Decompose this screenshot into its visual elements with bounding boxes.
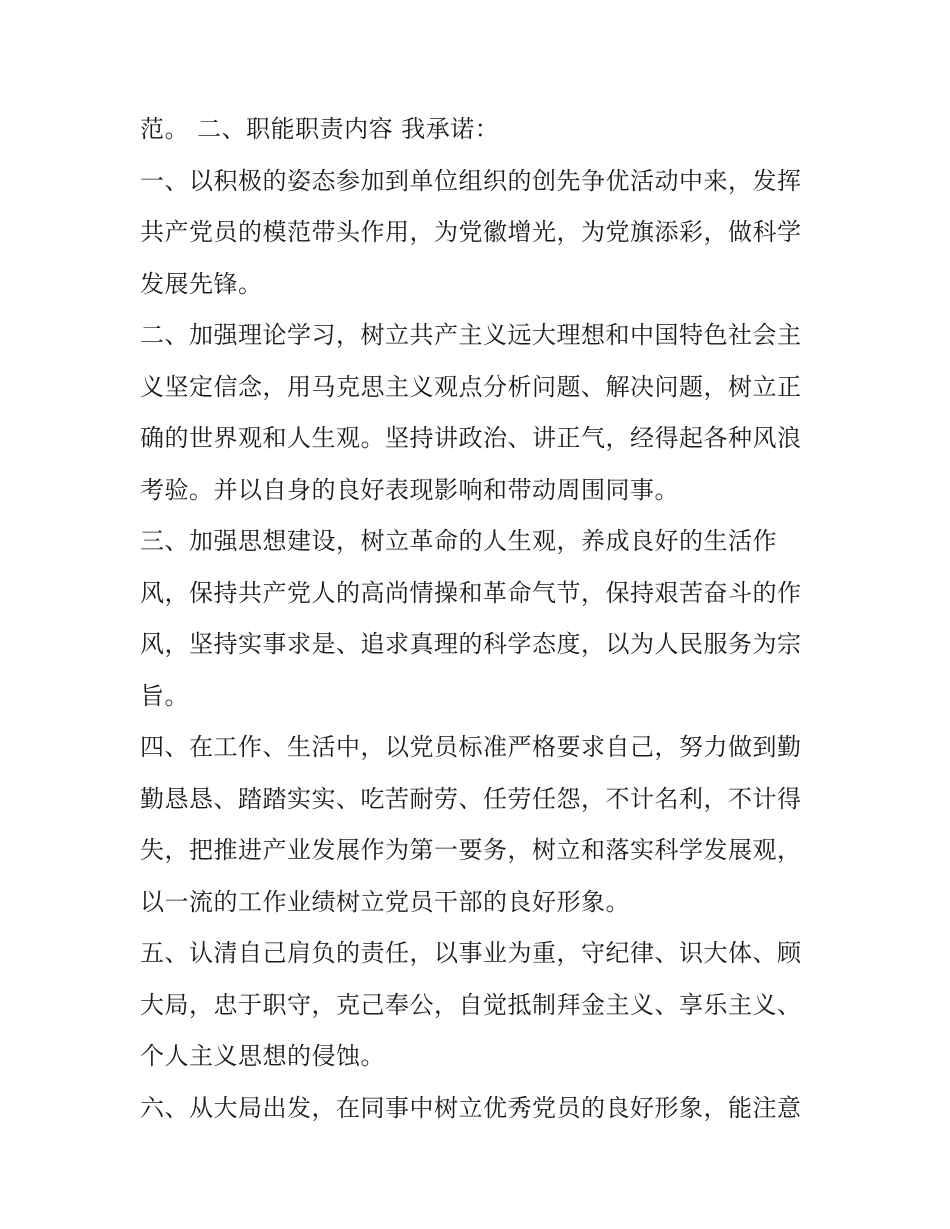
text-line: 失，把推进产业发展作为第一要务，树立和落实科学发展观， bbox=[140, 836, 802, 864]
text-line: 大局，忠于职守，克己奉公，自觉抵制拜金主义、享乐主义、 bbox=[140, 990, 802, 1019]
text-line: 一、以积极的姿态参加到单位组织的创先争优活动中来，发挥 bbox=[140, 166, 802, 195]
paragraph-pledge-6 bbox=[140, 1083, 820, 1135]
text-line: 勤恳恳、踏踏实实、吃苦耐劳、任劳任怨，不计名利，不计得 bbox=[140, 784, 802, 813]
text-line: 风，保持共产党人的高尚情操和革命气节，保持艰苦奋斗的作 bbox=[140, 578, 802, 607]
text-line: 二、加强理论学习，树立共产主义远大理想和中国特色社会主 bbox=[140, 321, 802, 349]
text-line: 四、在工作、生活中，以党员标准严格要求自己，努力做到勤 bbox=[140, 733, 802, 761]
text-line: 范。 二、职能职责内容 我承诺： bbox=[140, 115, 500, 143]
text-line: 五、认清自己肩负的责任，以事业为重，守纪律、识大体、顾 bbox=[140, 939, 802, 967]
text-line: 发展先锋。 bbox=[140, 269, 263, 298]
text-line: 确的世界观和人生观。坚持讲政治、讲正气，经得起各种风浪 bbox=[140, 424, 802, 452]
paragraph-pledge-5 bbox=[140, 928, 820, 1083]
text-line: 旨。 bbox=[140, 681, 189, 710]
paragraph-pledge-4 bbox=[140, 722, 820, 928]
paragraph-pledge-3 bbox=[140, 516, 820, 722]
paragraph-pledge-2 bbox=[140, 310, 820, 516]
text-line: 考验。并以自身的良好表现影响和带动周围同事。 bbox=[140, 475, 679, 504]
text-line: 风，坚持实事求是、追求真理的科学态度，以为人民服务为宗 bbox=[140, 630, 802, 658]
text-line: 以一流的工作业绩树立党员干部的良好形象。 bbox=[140, 887, 630, 916]
document-body bbox=[140, 104, 820, 1134]
paragraph-pledge-1 bbox=[140, 156, 820, 311]
text-line: 三、加强思想建设，树立革命的人生观，养成良好的生活作 bbox=[140, 527, 777, 555]
text-line: 个人主义思想的侵蚀。 bbox=[140, 1042, 385, 1070]
text-line: 六、从大局出发，在同事中树立优秀党员的良好形象，能注意 bbox=[140, 1093, 802, 1122]
paragraph-intro bbox=[140, 104, 820, 156]
text-line: 义坚定信念，用马克思主义观点分析问题、解决问题，树立正 bbox=[140, 372, 802, 401]
text-line: 共产党员的模范带头作用，为党徽增光，为党旗添彩，做科学 bbox=[140, 218, 802, 246]
